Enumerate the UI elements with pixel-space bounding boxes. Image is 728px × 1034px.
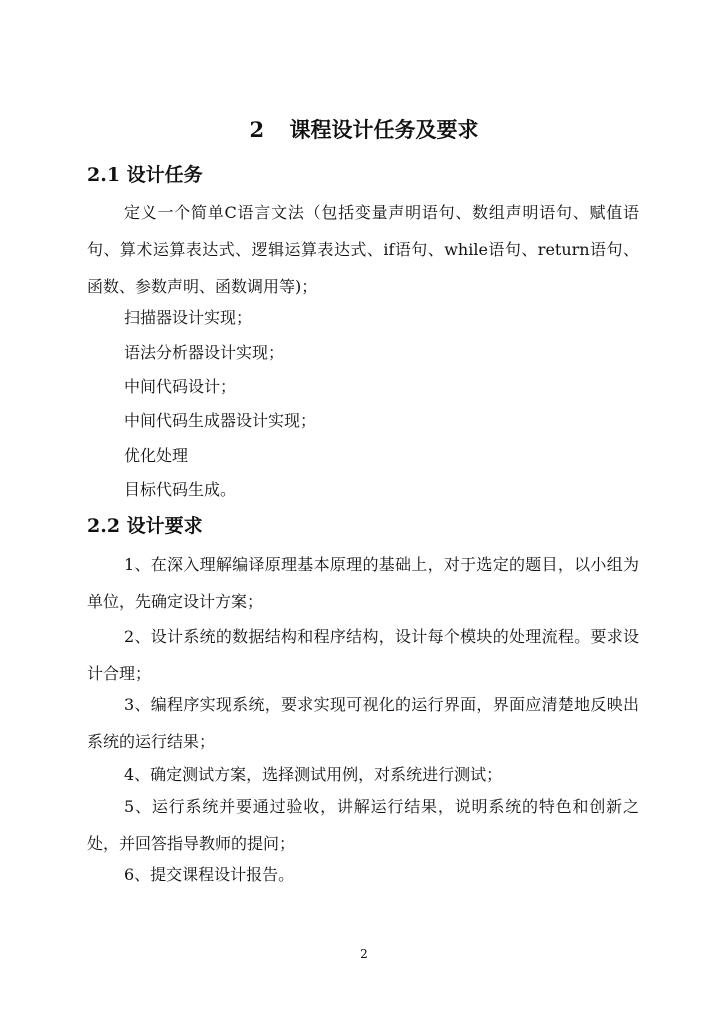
requirement-item: 2、设计系统的数据结构和程序结构，设计每个模块的处理流程。要求设计合理； <box>87 627 639 683</box>
chapter-title-text: 课程设计任务及要求 <box>289 117 479 142</box>
requirement-item: 4、确定测试方案，选择测试用例，对系统进行测试； <box>124 765 503 784</box>
tasks-intro-paragraph: 定义一个简单C语言文法（包括变量声明语句、数组声明语句、赋值语句、算术运算表达式、逻辑运算表达式、if语句、while语句、return语句、函数、参数声明、函数调用等)； <box>87 203 639 296</box>
requirement-item: 1、在深入理解编译原理基本原理的基础上，对于选定的题目，以小组为单位，先确定设计方案； <box>87 555 639 611</box>
section-heading-design-tasks: 2.1 设计任务 <box>87 164 203 186</box>
chapter-title <box>0 116 728 144</box>
task-item: 目标代码生成。 <box>124 480 237 499</box>
chapter-number: 2 <box>249 117 265 142</box>
task-item: 扫描器设计实现； <box>124 308 253 327</box>
requirement-item: 3、编程序实现系统，要求实现可视化的运行界面，界面应清楚地反映出系统的运行结果； <box>87 695 639 751</box>
task-item: 中间代码设计； <box>124 377 237 396</box>
page-number: 2 <box>360 947 368 961</box>
task-item: 中间代码生成器设计实现； <box>124 411 317 430</box>
task-item: 语法分析器设计实现； <box>124 343 285 362</box>
section-heading-design-requirements: 2.2 设计要求 <box>87 515 203 537</box>
task-item: 优化处理 <box>124 446 189 465</box>
requirement-item: 5、运行系统并要通过验收，讲解运行结果，说明系统的特色和创新之处，并回答指导教师的提问； <box>87 797 639 853</box>
requirement-item: 6、提交课程设计报告。 <box>124 865 295 884</box>
